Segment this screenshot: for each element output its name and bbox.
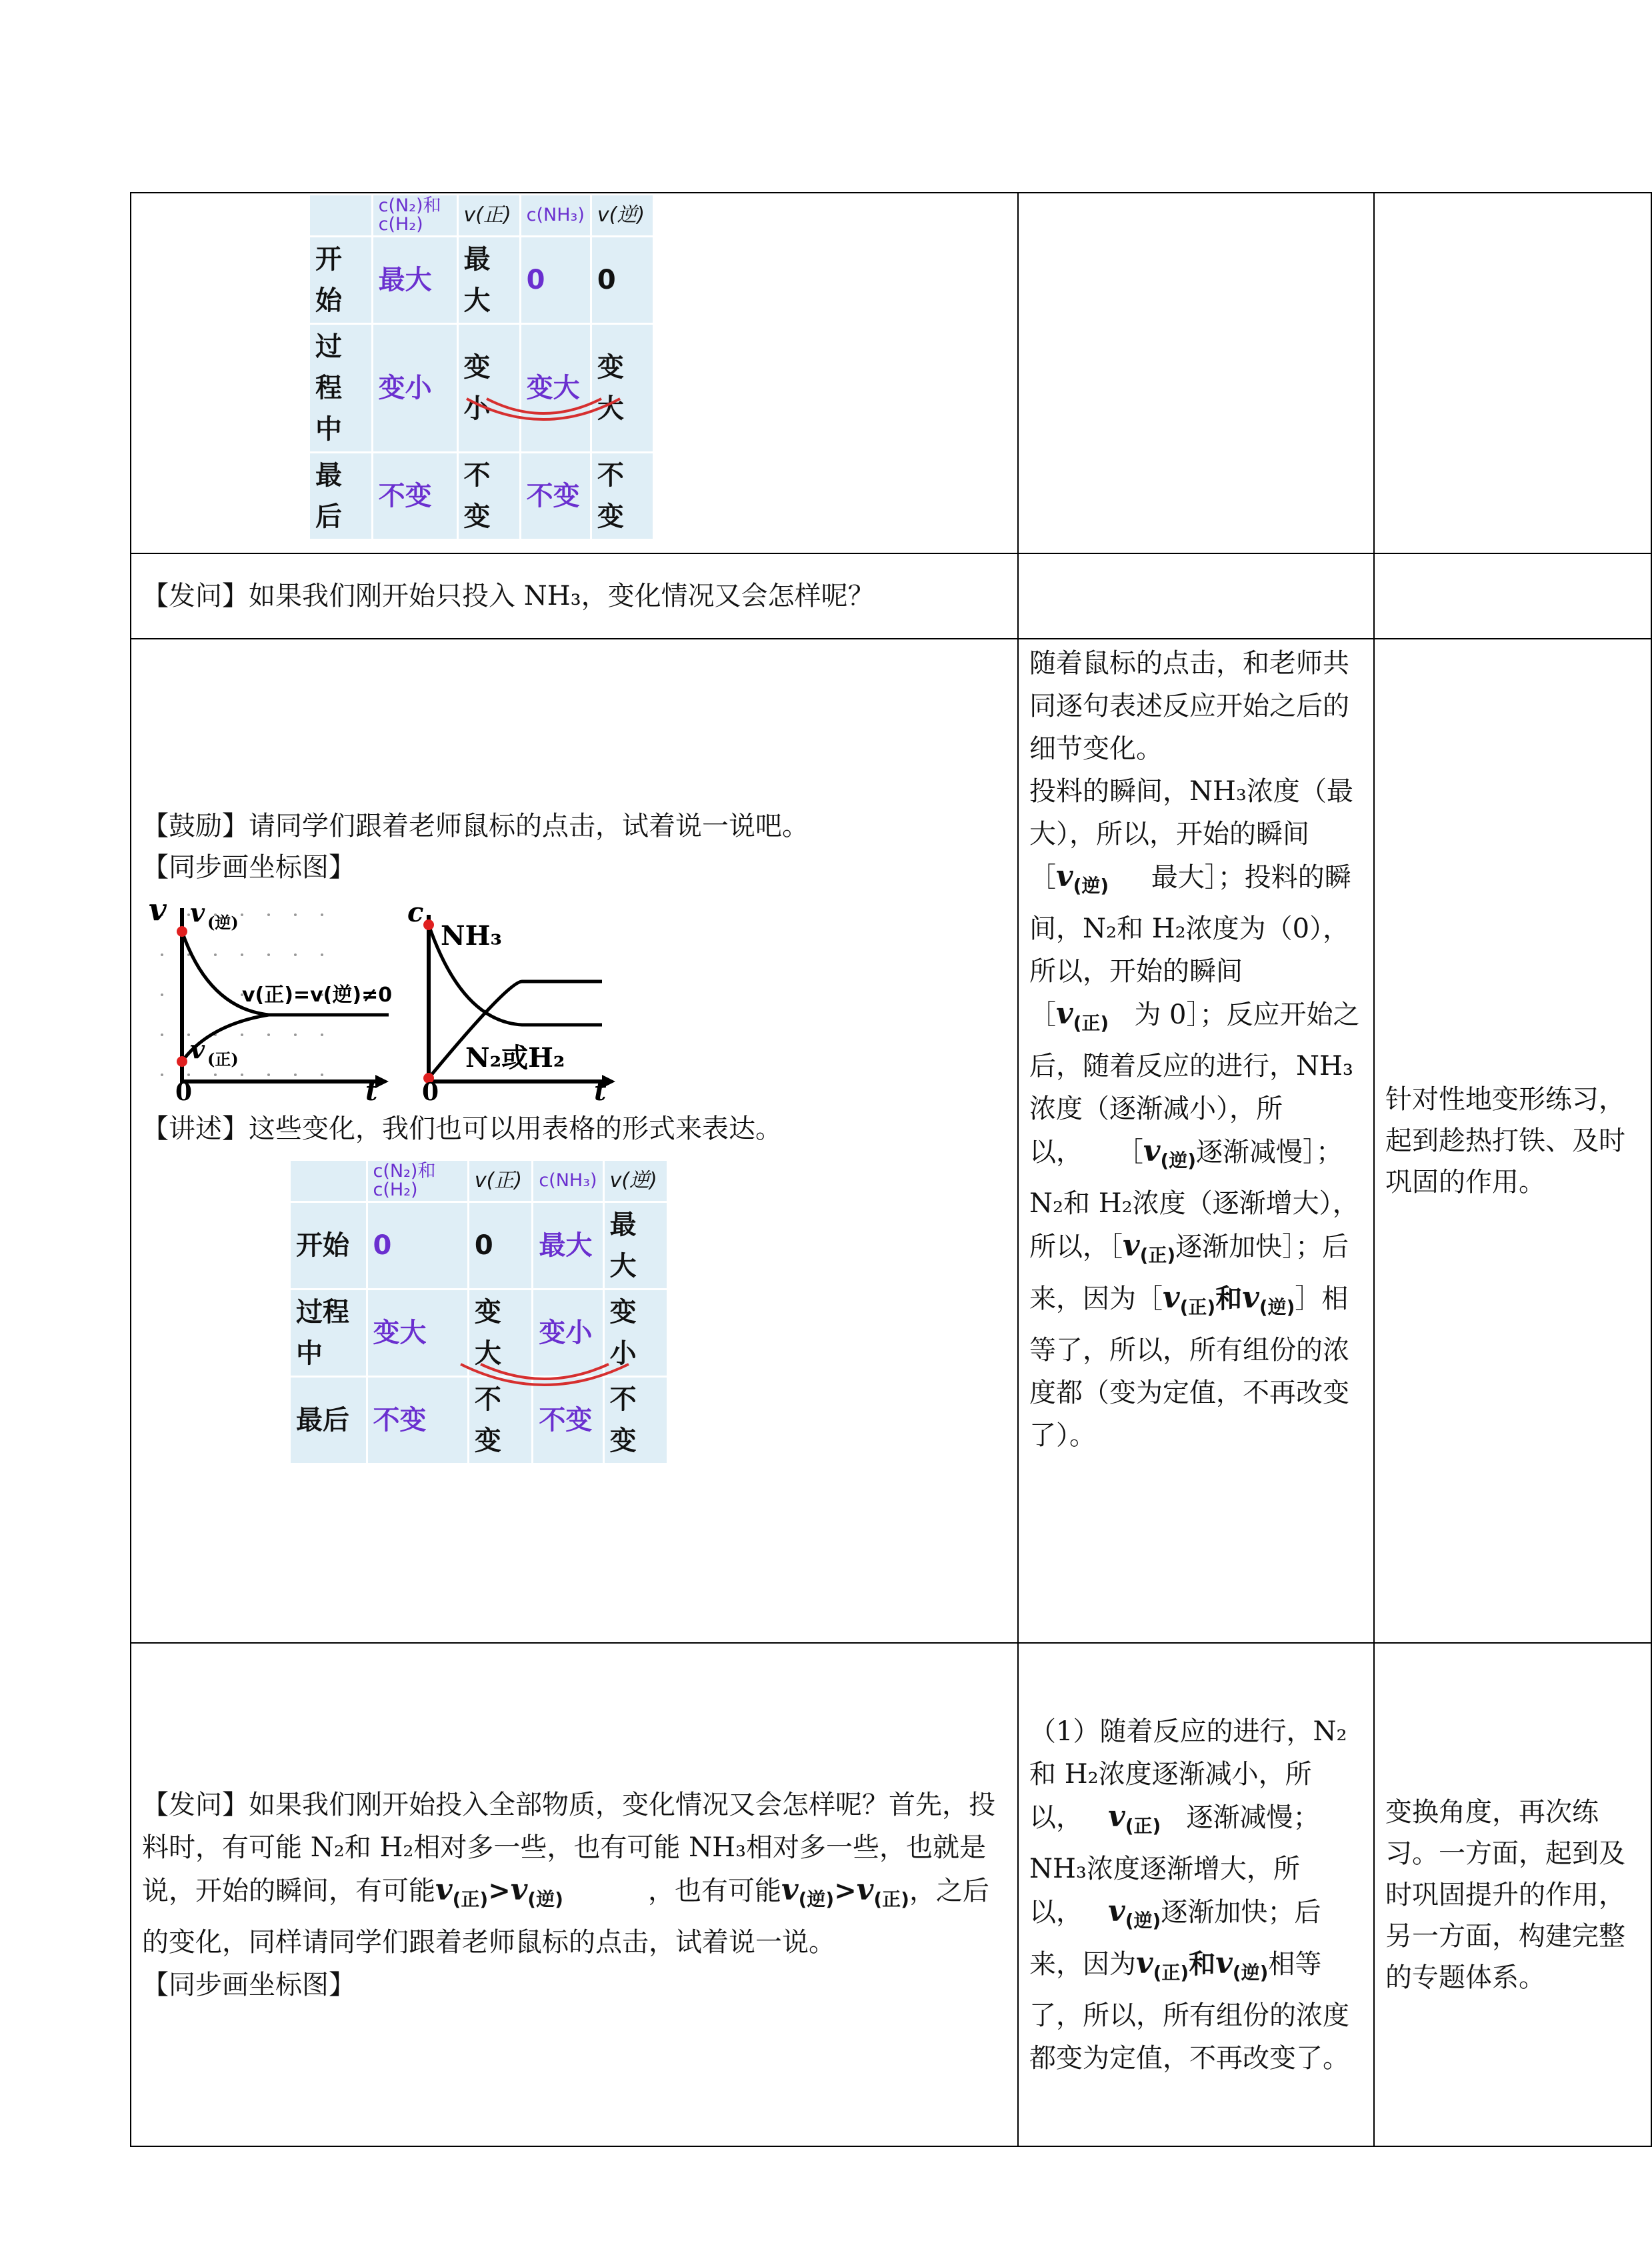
mini-cell: 变大 <box>591 324 653 453</box>
mini-cell: 变大 <box>468 1289 532 1376</box>
explain-text: 【讲述】这些变化，我们也可以用表格的形式来表达。 <box>142 1113 782 1144</box>
v-subscript: (逆) <box>1232 1961 1269 1984</box>
row1-student-cell <box>1018 193 1374 553</box>
mini-row-label: 开始 <box>290 1202 367 1289</box>
v-subscript: (正) <box>1153 1961 1189 1984</box>
mini-cell: 变大 <box>367 1289 468 1376</box>
document-body <box>130 192 1625 2147</box>
student-text: 逐渐减慢；NH₃浓度逐渐增大，所以， <box>1029 1802 1320 1928</box>
left-xaxis-label: t <box>365 1075 378 1107</box>
v-symbol: v <box>1163 1281 1180 1315</box>
v-symbol: v <box>1108 1799 1125 1834</box>
v-symbol: v <box>781 1872 799 1907</box>
draw-label: 【同步画坐标图】 <box>142 1969 355 2000</box>
student-text: 为 0］；反应开始之后，随着反应的进行，NH₃浓度（逐渐减小），所以， <box>1029 999 1360 1168</box>
mini-cell: 变小 <box>533 1289 603 1376</box>
mini-header-cell: v(逆) <box>591 195 653 237</box>
row2-teacher-cell <box>131 553 1018 639</box>
table-row <box>131 193 1651 553</box>
left-origin: 0 <box>175 1077 193 1106</box>
mini-cell: 不变 <box>591 453 653 540</box>
mini-header-cell: c(N₂)和c(H₂) <box>372 195 457 237</box>
mini-header-cell: v(正) <box>457 195 520 237</box>
v-symbol: v <box>1242 1281 1259 1315</box>
student-text: 和 <box>1215 1283 1243 1314</box>
mini-row-label: 过程中 <box>309 324 373 453</box>
v-symbol: v <box>856 1872 874 1907</box>
row4-purpose-cell <box>1374 1643 1651 2146</box>
mini-row <box>309 453 654 540</box>
v-subscript: (逆) <box>798 1888 835 1910</box>
v-subscript: (正) <box>1073 1012 1109 1034</box>
summary-table-1 <box>308 193 655 541</box>
mini-cell: 不变 <box>367 1376 468 1464</box>
mini-header-row <box>290 1160 668 1202</box>
student-text: ］相等了，所以，所有组份的浓度都（变为定值，不再改变了）。 <box>1029 1284 1349 1451</box>
row4-student-cell <box>1018 1643 1374 2146</box>
mini-cell: 最大 <box>372 237 457 324</box>
table-row <box>131 553 1651 639</box>
v-symbol: v <box>435 1872 453 1907</box>
row2-purpose-cell <box>1374 553 1651 639</box>
student-text: 随着鼠标的点击，和老师共同逐句表述反应开始之后的细节变化。 <box>1029 648 1349 764</box>
purpose-text: 针对性地变形练习，起到趁热打铁、及时巩固的作用。 <box>1385 1084 1625 1198</box>
mini-cell: 最大 <box>457 237 520 324</box>
left-yaxis-label: v <box>149 891 167 927</box>
mini-header-cell: c(NH₃) <box>533 1160 603 1202</box>
mini-cell: 0 <box>367 1202 468 1289</box>
student-text: 逐渐加快］；后来，因为［ <box>1029 1232 1349 1314</box>
v-subscript: (正) <box>1179 1296 1216 1318</box>
row1-teacher-cell <box>131 193 1018 553</box>
student-text: 和 <box>1189 1948 1216 1980</box>
v-symbol: v <box>1143 1134 1161 1168</box>
equal-arc-icon <box>454 1359 641 1399</box>
mini-header-row <box>309 195 654 237</box>
row3-student-cell <box>1018 639 1374 1643</box>
teacher-text: ，之后的变化，同样请同学们跟着老师鼠标的点击，试着说一说。 <box>142 1875 989 1958</box>
mini-cell: 不变 <box>468 1376 532 1464</box>
mini-cell: 最大 <box>603 1202 667 1289</box>
v-symbol: v <box>1108 1894 1125 1928</box>
v-subscript: (逆) <box>1259 1296 1295 1318</box>
student-text: ［ <box>1116 1137 1143 1168</box>
lesson-table <box>130 192 1652 2147</box>
row3-teacher-cell <box>131 639 1018 1643</box>
student-text: 相等了，所以，所有组份的浓度都变为定值，不再改变了。 <box>1029 1948 1349 2074</box>
right-curve-bottom-label: N₂或H₂ <box>465 1041 565 1073</box>
row1-purpose-cell <box>1374 193 1651 553</box>
v-symbol: v <box>1056 859 1073 893</box>
student-text: 最大］；投料的瞬间，N₂和 H₂浓度为（0），所以，开始的瞬间［ <box>1029 862 1351 1030</box>
v-subscript: (正) <box>452 1888 489 1910</box>
svg-text:v: v <box>190 1033 205 1064</box>
teacher-text: ，也有可能 <box>648 1875 782 1906</box>
mini-cell: 变小 <box>457 324 520 453</box>
mini-cell: 变大 <box>520 324 591 453</box>
student-text: （1）随着反应的进行，N₂和 H₂浓度逐渐减小，所以， <box>1029 1716 1347 1833</box>
mini-row-label: 最后 <box>290 1376 367 1464</box>
student-text: 投料的瞬间，NH₃浓度（最大），所以，开始的瞬间［ <box>1029 776 1353 893</box>
draw-label: 【同步画坐标图】 <box>142 851 355 883</box>
graphs <box>149 891 615 1107</box>
table-row <box>131 639 1651 1643</box>
table-row <box>131 1643 1651 2146</box>
mini-cell: 不变 <box>603 1376 667 1464</box>
row4-student-text <box>1029 1710 1363 2080</box>
mini-row-label: 过程中 <box>290 1289 367 1376</box>
purpose-text: 变换角度，再次练习。一方面，起到及时巩固提升的作用，另一方面，构建完整的专题体系。 <box>1385 1796 1625 1993</box>
svg-text:v: v <box>190 897 205 927</box>
student-text: 逐渐加快；后来，因为 <box>1029 1896 1321 1980</box>
mini-cell: 最大 <box>533 1202 603 1289</box>
mini-row <box>290 1202 668 1289</box>
v-subscript: (正) <box>1125 1814 1161 1837</box>
mini-row-label: 最后 <box>309 453 373 540</box>
v-subscript: (正) <box>1139 1244 1176 1266</box>
mini-cell: 不变 <box>457 453 520 540</box>
v-subscript: (逆) <box>527 1888 563 1910</box>
v-subscript: (逆) <box>1125 1909 1161 1932</box>
left-equation: v(正)=v(逆)≠0 <box>242 983 393 1007</box>
v-subscript: (逆) <box>1073 875 1109 897</box>
right-xaxis-label: t <box>594 1075 607 1107</box>
equal-arc-icon <box>460 393 633 433</box>
rate-concentration-graphs <box>149 891 615 1107</box>
mini-header-cell: v(正) <box>468 1160 532 1202</box>
mini-cell: 不变 <box>372 453 457 540</box>
mini-header-cell <box>309 195 373 237</box>
mini-cell: 0 <box>520 237 591 324</box>
mini-table <box>289 1159 669 1465</box>
right-origin: 0 <box>422 1077 439 1106</box>
mini-cell: 变小 <box>372 324 457 453</box>
v-symbol: v <box>1215 1946 1233 1980</box>
v-symbol: v <box>1136 1946 1153 1980</box>
right-yaxis-label: c <box>407 896 424 928</box>
mini-table <box>308 193 655 541</box>
mini-cell: 0 <box>468 1202 532 1289</box>
mini-header-cell: c(NH₃) <box>520 195 591 237</box>
right-curve-top-label: NH₃ <box>441 919 502 951</box>
v-symbol: v <box>1056 997 1073 1031</box>
mini-cell: 不变 <box>533 1376 603 1464</box>
mini-header-cell: v(逆) <box>603 1160 667 1202</box>
row3-purpose-cell <box>1374 639 1651 1643</box>
mini-cell: 变小 <box>603 1289 667 1376</box>
v-symbol: v <box>510 1872 528 1907</box>
encourage-text: 【鼓励】请同学们跟着老师鼠标的点击，试着说一说吧。 <box>142 810 809 841</box>
left-curve-top-sub: (逆) <box>207 912 239 932</box>
row2-student-cell <box>1018 553 1374 639</box>
v-subscript: (正) <box>873 1888 909 1910</box>
student-text: 逐渐减慢］；N₂和 H₂浓度（逐渐增大），所以，［ <box>1029 1137 1359 1262</box>
mini-header-cell <box>290 1160 367 1202</box>
v-subscript: (逆) <box>1160 1150 1197 1172</box>
mini-cell: 0 <box>591 237 653 324</box>
mini-row-label: 开始 <box>309 237 373 324</box>
row4-teacher-text <box>142 1784 1007 2006</box>
mini-row <box>309 237 654 324</box>
left-curve-bottom-sub: (正) <box>207 1049 239 1069</box>
mini-header-cell: c(N₂)和c(H₂) <box>367 1160 468 1202</box>
operator: > <box>834 1874 857 1906</box>
summary-table-2 <box>289 1159 669 1465</box>
row4-teacher-cell <box>131 1643 1018 2146</box>
mini-cell: 不变 <box>520 453 591 540</box>
teacher-text: 【发问】如果我们刚开始投入全部物质，变化情况又会怎样呢？首先，投料时，有可能 N₂和 H₂相对多一些，也有可能 NH₃相对多一些，也就是说，开始的瞬间，有可能 <box>142 1789 995 1906</box>
v-symbol: v <box>1123 1229 1140 1263</box>
row3-student-text <box>1029 642 1363 1457</box>
operator: > <box>488 1874 511 1906</box>
row2-question: 【发问】如果我们刚开始只投入 NH₃，变化情况又会怎样呢？ <box>142 581 875 611</box>
